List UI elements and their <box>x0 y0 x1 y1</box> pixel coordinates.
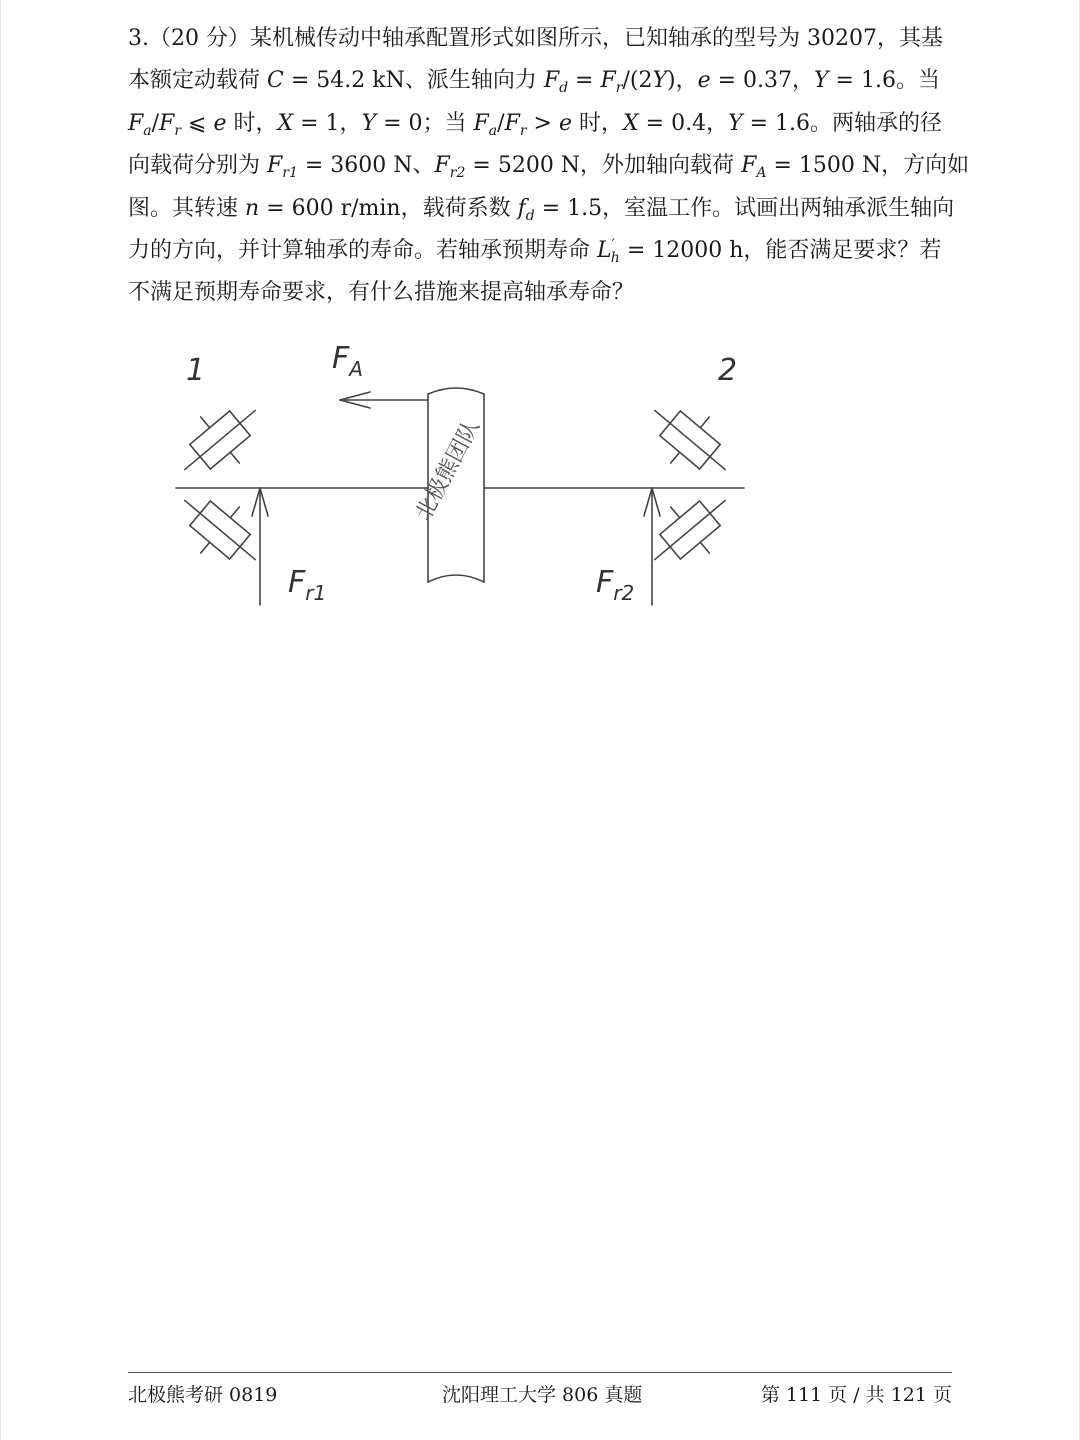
bearing-2-label: 2 <box>718 353 738 388</box>
problem-line-5: 图。其转速 n = 600 r/min，载荷系数 $f_d = 1.5$，室温工作。试画出两轴承派生轴向 <box>128 195 955 224</box>
page-footer <box>128 1380 952 1410</box>
problem-line-1: 3.（20 分）某机械传动中轴承配置形式如图所示，已知轴承的型号为 30207，其基 <box>128 26 943 51</box>
footer-page-number: 第 111 页 / 共 121 页 <box>760 1384 952 1406</box>
problem-line-6: 力的方向，并计算轴承的寿命。若轴承预期寿命 $L'_h = 12000$ h，能否满足要求？若 <box>128 237 942 267</box>
bearing-diagram-svg <box>160 330 760 620</box>
bearing-diagram <box>160 330 760 620</box>
problem-text <box>128 18 970 315</box>
watermark: 北极熊团队 <box>411 415 485 525</box>
problem-line-7: 不满足预期寿命要求，有什么措施来提高轴承寿命？ <box>128 280 635 306</box>
radial-force-1-label: $F_{r1}$ <box>288 565 327 605</box>
axial-force-arrow <box>340 392 428 408</box>
problem-points: （20 分） <box>149 26 250 51</box>
axial-force-label: $F_A$ <box>332 341 363 381</box>
bearing-1 <box>165 387 274 605</box>
bearing-1-label: 1 <box>186 353 206 388</box>
problem-line-2: 本额定动载荷 C = 54.2 kN、派生轴向力 $F_d = F_r/(2Y)$，e = 0.37，Y = 1.6。当 <box>128 68 940 97</box>
footer-rule <box>128 1372 952 1373</box>
problem-number: 3. <box>128 26 149 51</box>
bearing-2 <box>635 387 744 605</box>
problem-line-3: $F_a/F_r$ ⩽ e 时，X = 1，Y = 0；当 $F_a/F_r > e$ 时，X = 0.4，Y = 1.6。两轴承的径 <box>128 110 943 139</box>
footer-left: 北极熊考研 0819 <box>128 1384 278 1406</box>
footer-center: 沈阳理工大学 806 真题 <box>442 1384 643 1406</box>
problem-line-4: 向载荷分别为 $F_{r1} = 3600$ N、$F_{r2} = 5200$ N，外加轴向载荷 $F_A = 1500$ N，方向如 <box>128 153 970 182</box>
radial-force-2-label: $F_{r2}$ <box>596 565 635 605</box>
